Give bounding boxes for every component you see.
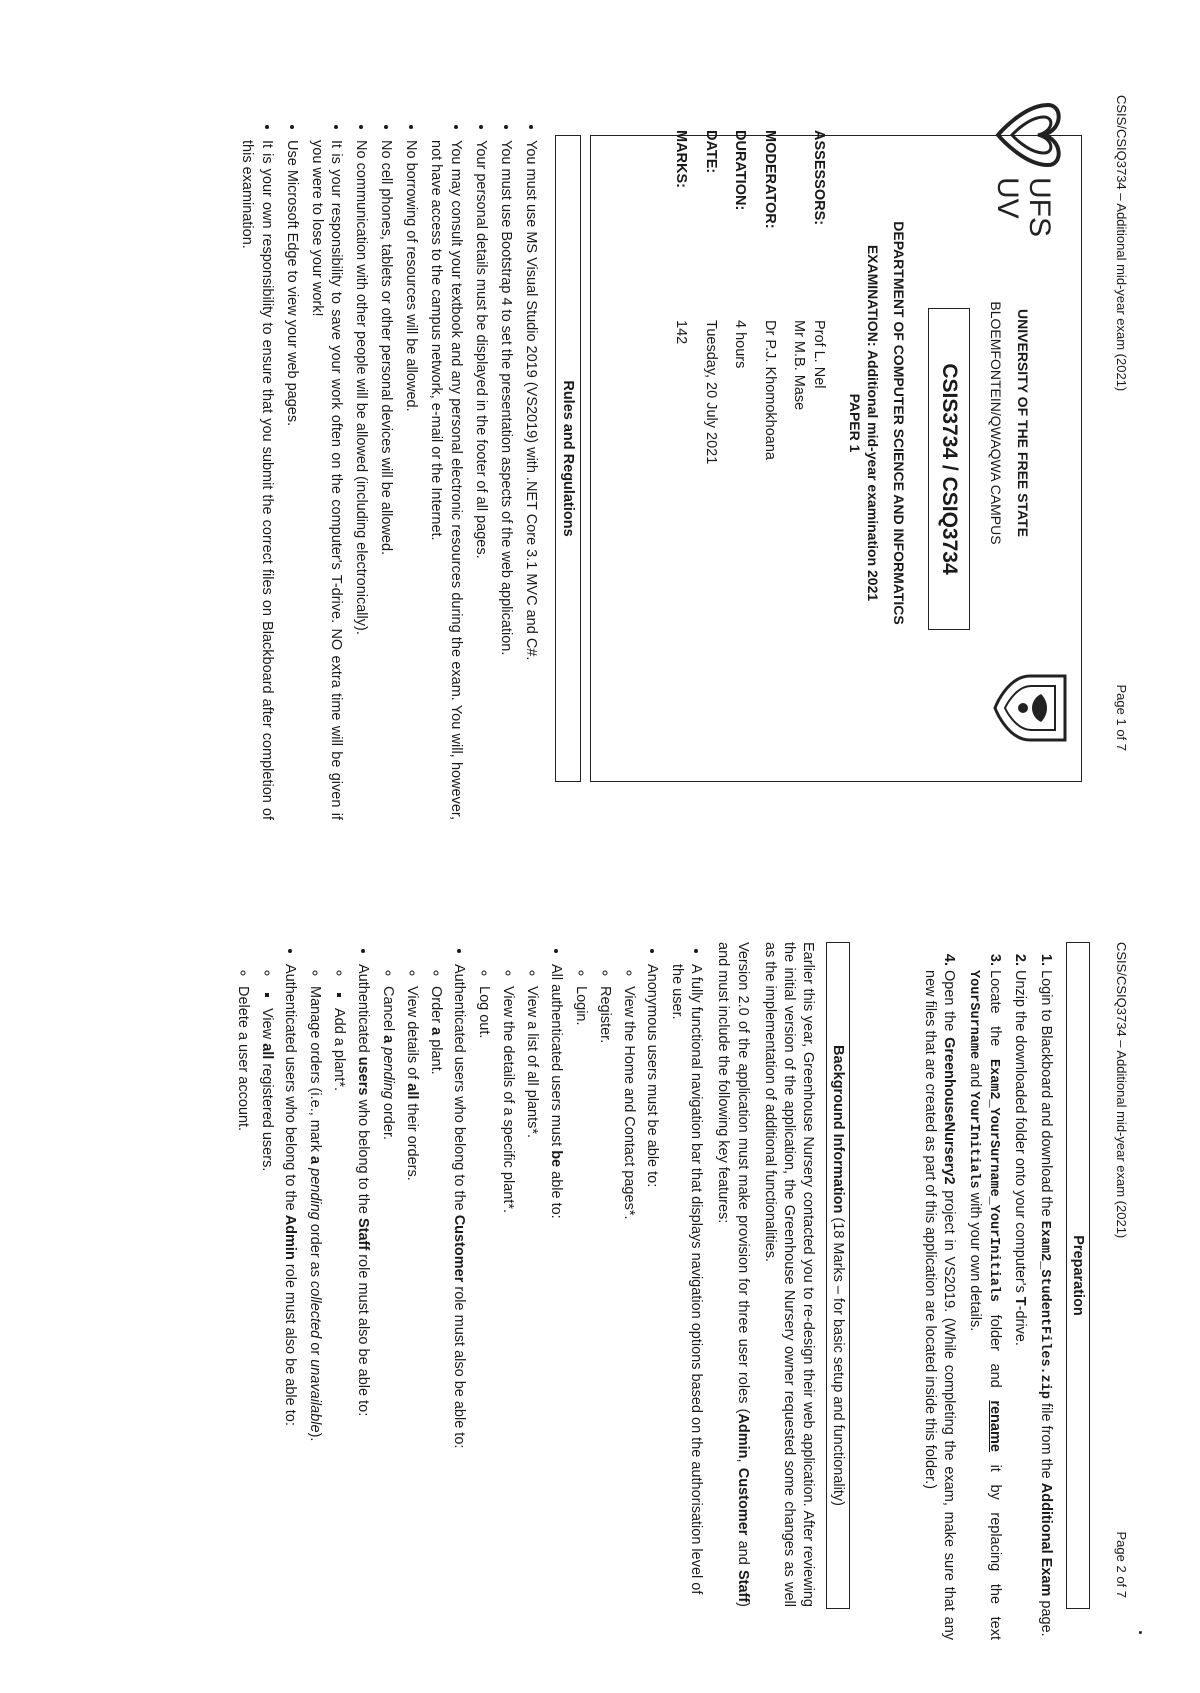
- course-code: CSIS3734 / CSIQ3734: [928, 308, 970, 630]
- folder-name: Exam2_YourSurname_YourInitials: [986, 1058, 1002, 1302]
- rules-heading: Rules and Regulations: [555, 135, 581, 782]
- preparation-steps: [914, 942, 1055, 1640]
- step-3: 3. Locate the Exam2_YourSurname_YourInitials folder and rename it by replacing the text YourSurname and YourInitials with your own details.: [964, 970, 1004, 1640]
- background-paragraph-2: Version 2.0 of the application must make provision for three user roles (Admin, Customer and Staff) and must include the following key features:: [715, 942, 751, 1608]
- background-paragraph-1: Earlier this year, Greenhouse Nursery contacted you to re-design their web application. After reviewing the initial version of the application, the Greenhouse Nursery owner requested some changes as well as the implementation of additional functionalities.: [761, 942, 816, 1607]
- assessors-label: ASSESSORS:: [811, 130, 827, 226]
- header-page-number: Page 1 of 7: [1114, 684, 1129, 751]
- feature-list: [233, 942, 706, 1607]
- list-item: ◦ Manage orders (i.e., mark a pending order as collected or unavailable).: [305, 986, 324, 1607]
- assessors-row: [789, 130, 828, 690]
- marks-row: [671, 130, 691, 690]
- header-page-number: Page 2 of 7: [1114, 1531, 1129, 1598]
- preparation-heading: Preparation: [1066, 942, 1090, 1609]
- list-item: ▪ ◦ View all registered users.: [257, 1008, 276, 1607]
- duration-row: [730, 130, 750, 690]
- rule-item: • No communication with other people will be allowed (including electronically).: [351, 140, 370, 820]
- exam-details: [661, 130, 828, 690]
- list-item: ◦ Log out.: [474, 986, 493, 1607]
- date-value: Tuesday, 20 July 2021: [702, 320, 719, 465]
- scan-speck: .: [1135, 1630, 1155, 1636]
- header-left: CSIS/CSIQ3734 – Additional mid-year exam (2021): [1114, 95, 1129, 392]
- rule-item: • You must use MS Visual Studio 2019 (VS2019) with .NET Core 3.1 MVC and C#.: [521, 140, 540, 820]
- assessor-2: Mr M.B. Mase: [791, 320, 808, 411]
- list-item: • Authenticated users who belong to the Staff role must also be able to: ▪ ◦ Add a plant*. ◦ Manage orders (i.e., mark a pending order as collected or unavailable).: [305, 964, 371, 1607]
- step-1: 1. Login to Blackboard and download the Exam2_StudentFiles.zip file from the Additional Exam page.: [1035, 970, 1055, 1640]
- rule-item: • No borrowing of resources will be allowed.: [401, 140, 420, 820]
- marks-value: 142: [673, 320, 690, 345]
- list-item: ◦ Order a plant.: [426, 986, 445, 1607]
- rule-item: • No cell phones, tablets or other personal devices will be allowed.: [376, 140, 395, 820]
- moderator-label: MODERATOR:: [761, 130, 778, 229]
- rule-item: • It is your responsibility to save your work often on the computer's T-drive. NO extra time will be given if you were to lose your work!: [307, 140, 345, 820]
- header-left: CSIS/CSIQ3734 – Additional mid-year exam (2021): [1114, 942, 1129, 1239]
- list-item: • Authenticated users who belong to the Admin role must also be able to: ▪ ◦ View all registered users. ◦ Delete a user account.: [233, 964, 299, 1607]
- department-name: DEPARTMENT OF COMPUTER SCIENCE AND INFORMATICS: [891, 221, 907, 625]
- exam-label: EXAMINATION: [865, 244, 881, 342]
- moderator-value: Dr P.J. Khomokhoana: [761, 320, 778, 460]
- list-item: ◦ Delete a user account.: [233, 986, 252, 1607]
- rule-item: • It is your own responsibility to ensure that you submit the correct files on Blackboard after completion of this examination.: [237, 140, 275, 820]
- campus-name: BLOEMFONTEIN/QWAQWA CAMPUS: [988, 301, 1004, 545]
- duration-value: 4 hours: [732, 320, 749, 369]
- list-item: ◦ Register.: [595, 986, 614, 1607]
- rule-item: • Use Microsoft Edge to view your web pages.: [282, 140, 301, 820]
- background-heading: Background Information (18 Marks – for basic setup and functionality): [826, 942, 850, 1609]
- background-body: [227, 942, 817, 1607]
- page-1: [0, 0, 1200, 846]
- moderator-row: [759, 130, 779, 690]
- svg-text:UV: UV: [991, 177, 1024, 219]
- exam-title-text: : Additional mid-year examination 2021: [865, 341, 881, 602]
- list-item: ◦ Cancel a pending order.: [378, 986, 397, 1607]
- list-item: • All authenticated users must be able to: ◦ View a list of all plants*. ◦ View the details of a specific plant*. ◦ Log out.: [474, 964, 565, 1607]
- assessor-1: Prof L. Nel: [811, 320, 827, 389]
- list-item: [329, 986, 348, 1607]
- rules-list: [231, 118, 540, 820]
- university-name: UNIVERSITY OF THE FREE STATE: [1015, 309, 1031, 537]
- list-item: • Authenticated users who belong to the Customer role must also be able to: ◦ Order a plant. ◦ View details of all their orders. ◦ Cancel a pending order.: [378, 964, 469, 1607]
- zip-filename: Exam2_StudentFiles.zip: [1037, 1220, 1052, 1399]
- rule-item: • Your personal details must be displayed in the footer of all pages.: [471, 140, 490, 820]
- list-item: ◦ View details of all their orders.: [402, 986, 421, 1607]
- svg-text:UFS: UFS: [1023, 177, 1056, 237]
- step-2: 2. Unzip the downloaded folder onto your computer's T-drive.: [1010, 970, 1029, 1640]
- step-4: 4. Open the GreenhouseNursery2 project in VS2019. (While completing the exam, make sure that any new files that are created as part of this application are located inside this folder.): [920, 970, 958, 1640]
- rule-item: • You may consult your textbook and any personal electronic resources during the exam. You will, however, not have access to the campus network, e-mail or the Internet.: [426, 140, 464, 820]
- list-item: • Anonymous users must be able to: ◦ View the Home and Contact pages*. ◦ Register. ◦ Login.: [571, 964, 662, 1607]
- list-item: ◦ Login.: [571, 986, 590, 1607]
- list-item: ▪ ◦ Add a plant*.: [329, 1008, 348, 1607]
- exam-title: [864, 0, 882, 846]
- marks-label: MARKS:: [673, 130, 690, 188]
- list-item: ◦ View the details of a specific plant*.: [498, 986, 517, 1607]
- date-label: DATE:: [702, 130, 719, 174]
- duration-label: DURATION:: [732, 130, 749, 211]
- paper-number: PAPER 1: [847, 393, 863, 453]
- list-item: ◦ View a list of all plants*.: [522, 986, 541, 1607]
- rule-item: • You must use Bootstrap 4 to set the presentation aspects of the web application.: [496, 140, 515, 820]
- list-item: ◦ View the Home and Contact pages*.: [619, 986, 638, 1607]
- page-2: [0, 847, 1200, 1693]
- date-row: [700, 130, 720, 690]
- list-item: • A fully functional navigation bar that displays navigation options based on the authorisation level of the user.: [667, 964, 705, 1607]
- list-item: [257, 986, 276, 1607]
